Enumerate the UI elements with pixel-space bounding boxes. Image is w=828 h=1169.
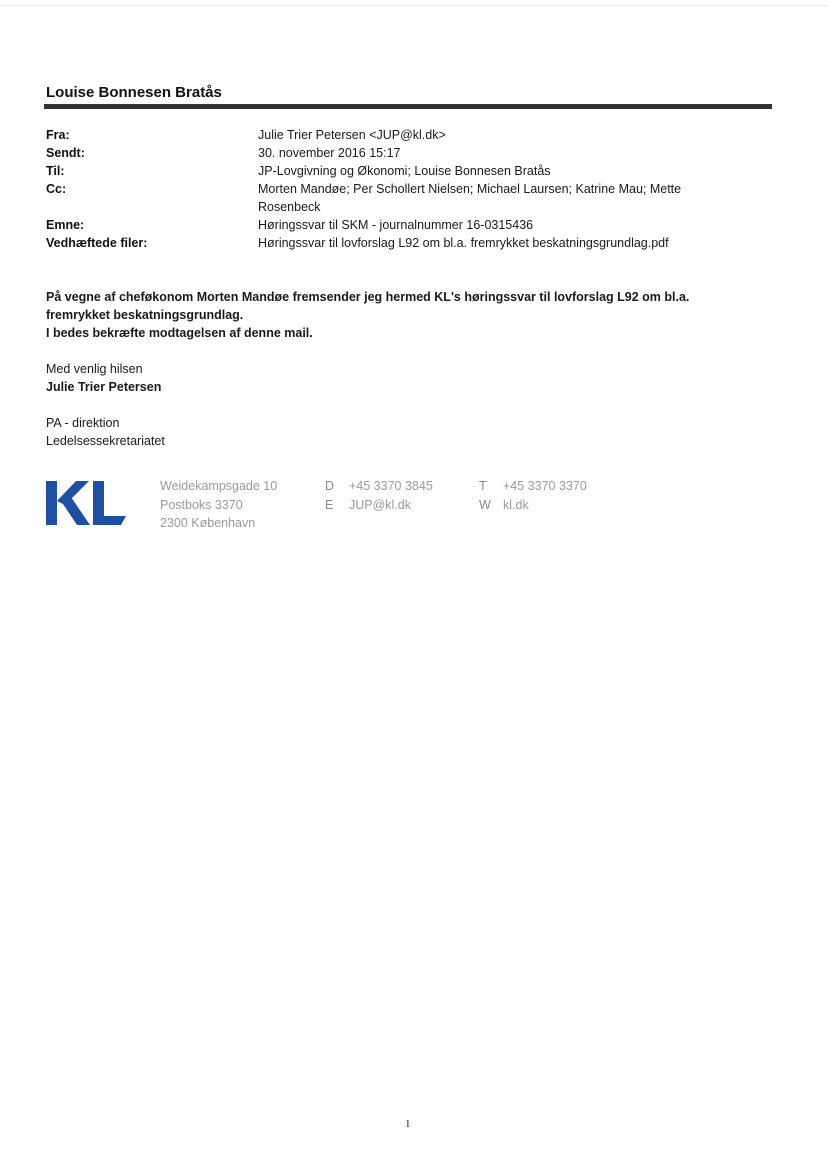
- contact-key: T: [479, 479, 487, 493]
- address-line: Postboks 3370: [160, 497, 243, 512]
- contact-value: +45 3370 3370: [503, 479, 587, 493]
- to-value: JP-Lovgivning og Økonomi; Louise Bonnesen Bratås: [258, 164, 551, 178]
- email-headers: [46, 126, 746, 252]
- header-row-from: [46, 126, 746, 144]
- sent-value: 30. november 2016 15:17: [258, 146, 401, 160]
- address-line: 2300 København: [160, 516, 256, 530]
- signature-dept-1: PA - direktion: [46, 416, 120, 430]
- header-rule: [44, 104, 772, 109]
- from-label: Fra:: [46, 128, 70, 142]
- page-number: 1: [405, 1118, 411, 1130]
- footer-contacts-general: [479, 477, 587, 514]
- page-top-edge: [0, 5, 828, 6]
- cc-value: Morten Mandøe; Per Schollert Nielsen; Michael Laursen; Katrine Mau; Mette Rosenbeck: [258, 182, 682, 214]
- contact-email-link[interactable]: JUP@kl.dk: [349, 497, 412, 512]
- cc-label: Cc:: [46, 182, 67, 196]
- footer-contacts-direct: [325, 477, 433, 514]
- contact-key: D: [325, 479, 335, 493]
- from-value: Julie Trier Petersen <JUP@kl.dk>: [258, 128, 446, 142]
- greeting: Med venlig hilsen: [46, 362, 143, 376]
- contact-key: W: [479, 497, 491, 512]
- signature-dept-2: Ledelsessekretariatet: [46, 434, 165, 448]
- email-body: [46, 288, 746, 450]
- contact-direct-phone: [325, 477, 433, 496]
- contact-email: [325, 496, 433, 515]
- subject-value: Høringssvar til SKM - journalnummer 16-0315436: [258, 218, 534, 232]
- contact-key: E: [325, 497, 334, 512]
- header-row-to: [46, 162, 746, 180]
- contact-value: +45 3370 3845: [349, 479, 433, 493]
- signature-name: Julie Trier Petersen: [46, 380, 162, 394]
- contact-website-link[interactable]: kl.dk: [503, 497, 529, 512]
- sent-label: Sendt:: [46, 146, 85, 160]
- body-paragraph-2: I bedes bekræfte modtagelsen af denne mail.: [46, 326, 313, 340]
- header-row-sent: [46, 144, 746, 162]
- sender-name: Louise Bonnesen Bratås: [46, 84, 222, 101]
- to-label: Til:: [46, 164, 65, 178]
- footer-address: [160, 477, 277, 533]
- subject-label: Emne:: [46, 218, 85, 232]
- address-line: Weidekampsgade 10: [160, 479, 278, 493]
- body-paragraph-1: På vegne af cheføkonom Morten Mandøe fremsender jeg hermed KL's høringssvar til lovforslag L92 om bl.a. fremrykket beskatningsgrundlag.: [46, 290, 690, 322]
- header-row-attachments: [46, 234, 746, 252]
- contact-website: [479, 496, 587, 515]
- kl-logo: [46, 479, 126, 527]
- header-row-subject: [46, 216, 746, 234]
- attachments-label: Vedhæftede filer:: [46, 236, 148, 250]
- header-row-cc: [46, 180, 746, 216]
- contact-main-phone: [479, 477, 587, 496]
- attachment-link[interactable]: Høringssvar til lovforslag L92 om bl.a. fremrykket beskatningsgrundlag.pdf: [258, 236, 669, 250]
